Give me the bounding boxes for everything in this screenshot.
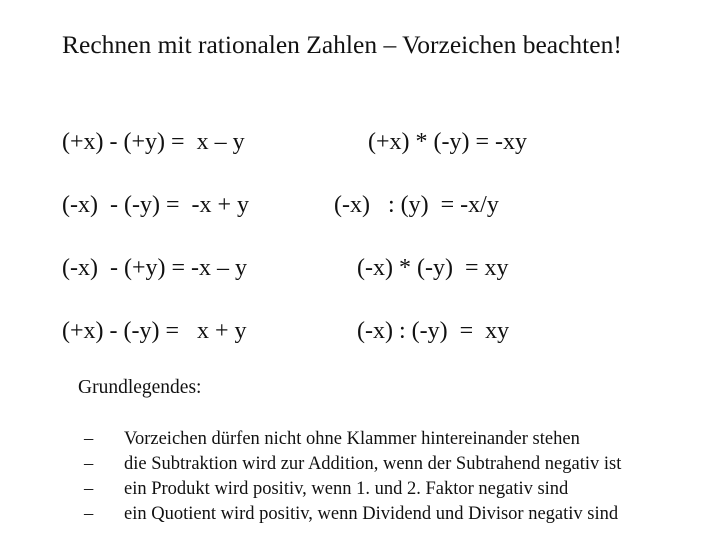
bullet-dash: – [84,429,94,449]
list-item-text: ein Quotient wird positiv, wenn Dividend und Divisor negativ sind [124,504,619,524]
formula-left-4: (+x) - (-y) = x + y [62,318,247,344]
list-item-text: ein Produkt wird positiv, wenn 1. und 2. Faktor negativ sind [124,479,569,499]
formula-right-3: (-x) * (-y) = xy [357,255,509,281]
formula-right-2: (-x) : (y) = -x/y [334,192,499,218]
basics-heading: Grundlegendes: [78,377,202,398]
list-item-text: Vorzeichen dürfen nicht ohne Klammer hintereinander stehen [124,429,580,449]
formula-right-1: (+x) * (-y) = -xy [368,129,528,155]
formula-left-1: (+x) - (+y) = x – y [62,129,245,155]
formula-right-4: (-x) : (-y) = xy [357,318,510,344]
bullet-dash: – [84,504,94,524]
list-item-text: die Subtraktion wird zur Addition, wenn der Subtrahend negativ ist [124,454,622,474]
formula-left-2: (-x) - (-y) = -x + y [62,192,250,218]
formula-left-3: (-x) - (+y) = -x – y [62,255,248,281]
bullet-dash: – [84,454,94,474]
page-title: Rechnen mit rationalen Zahlen – Vorzeichen beachten! [62,30,622,59]
bullet-dash: – [84,479,94,499]
